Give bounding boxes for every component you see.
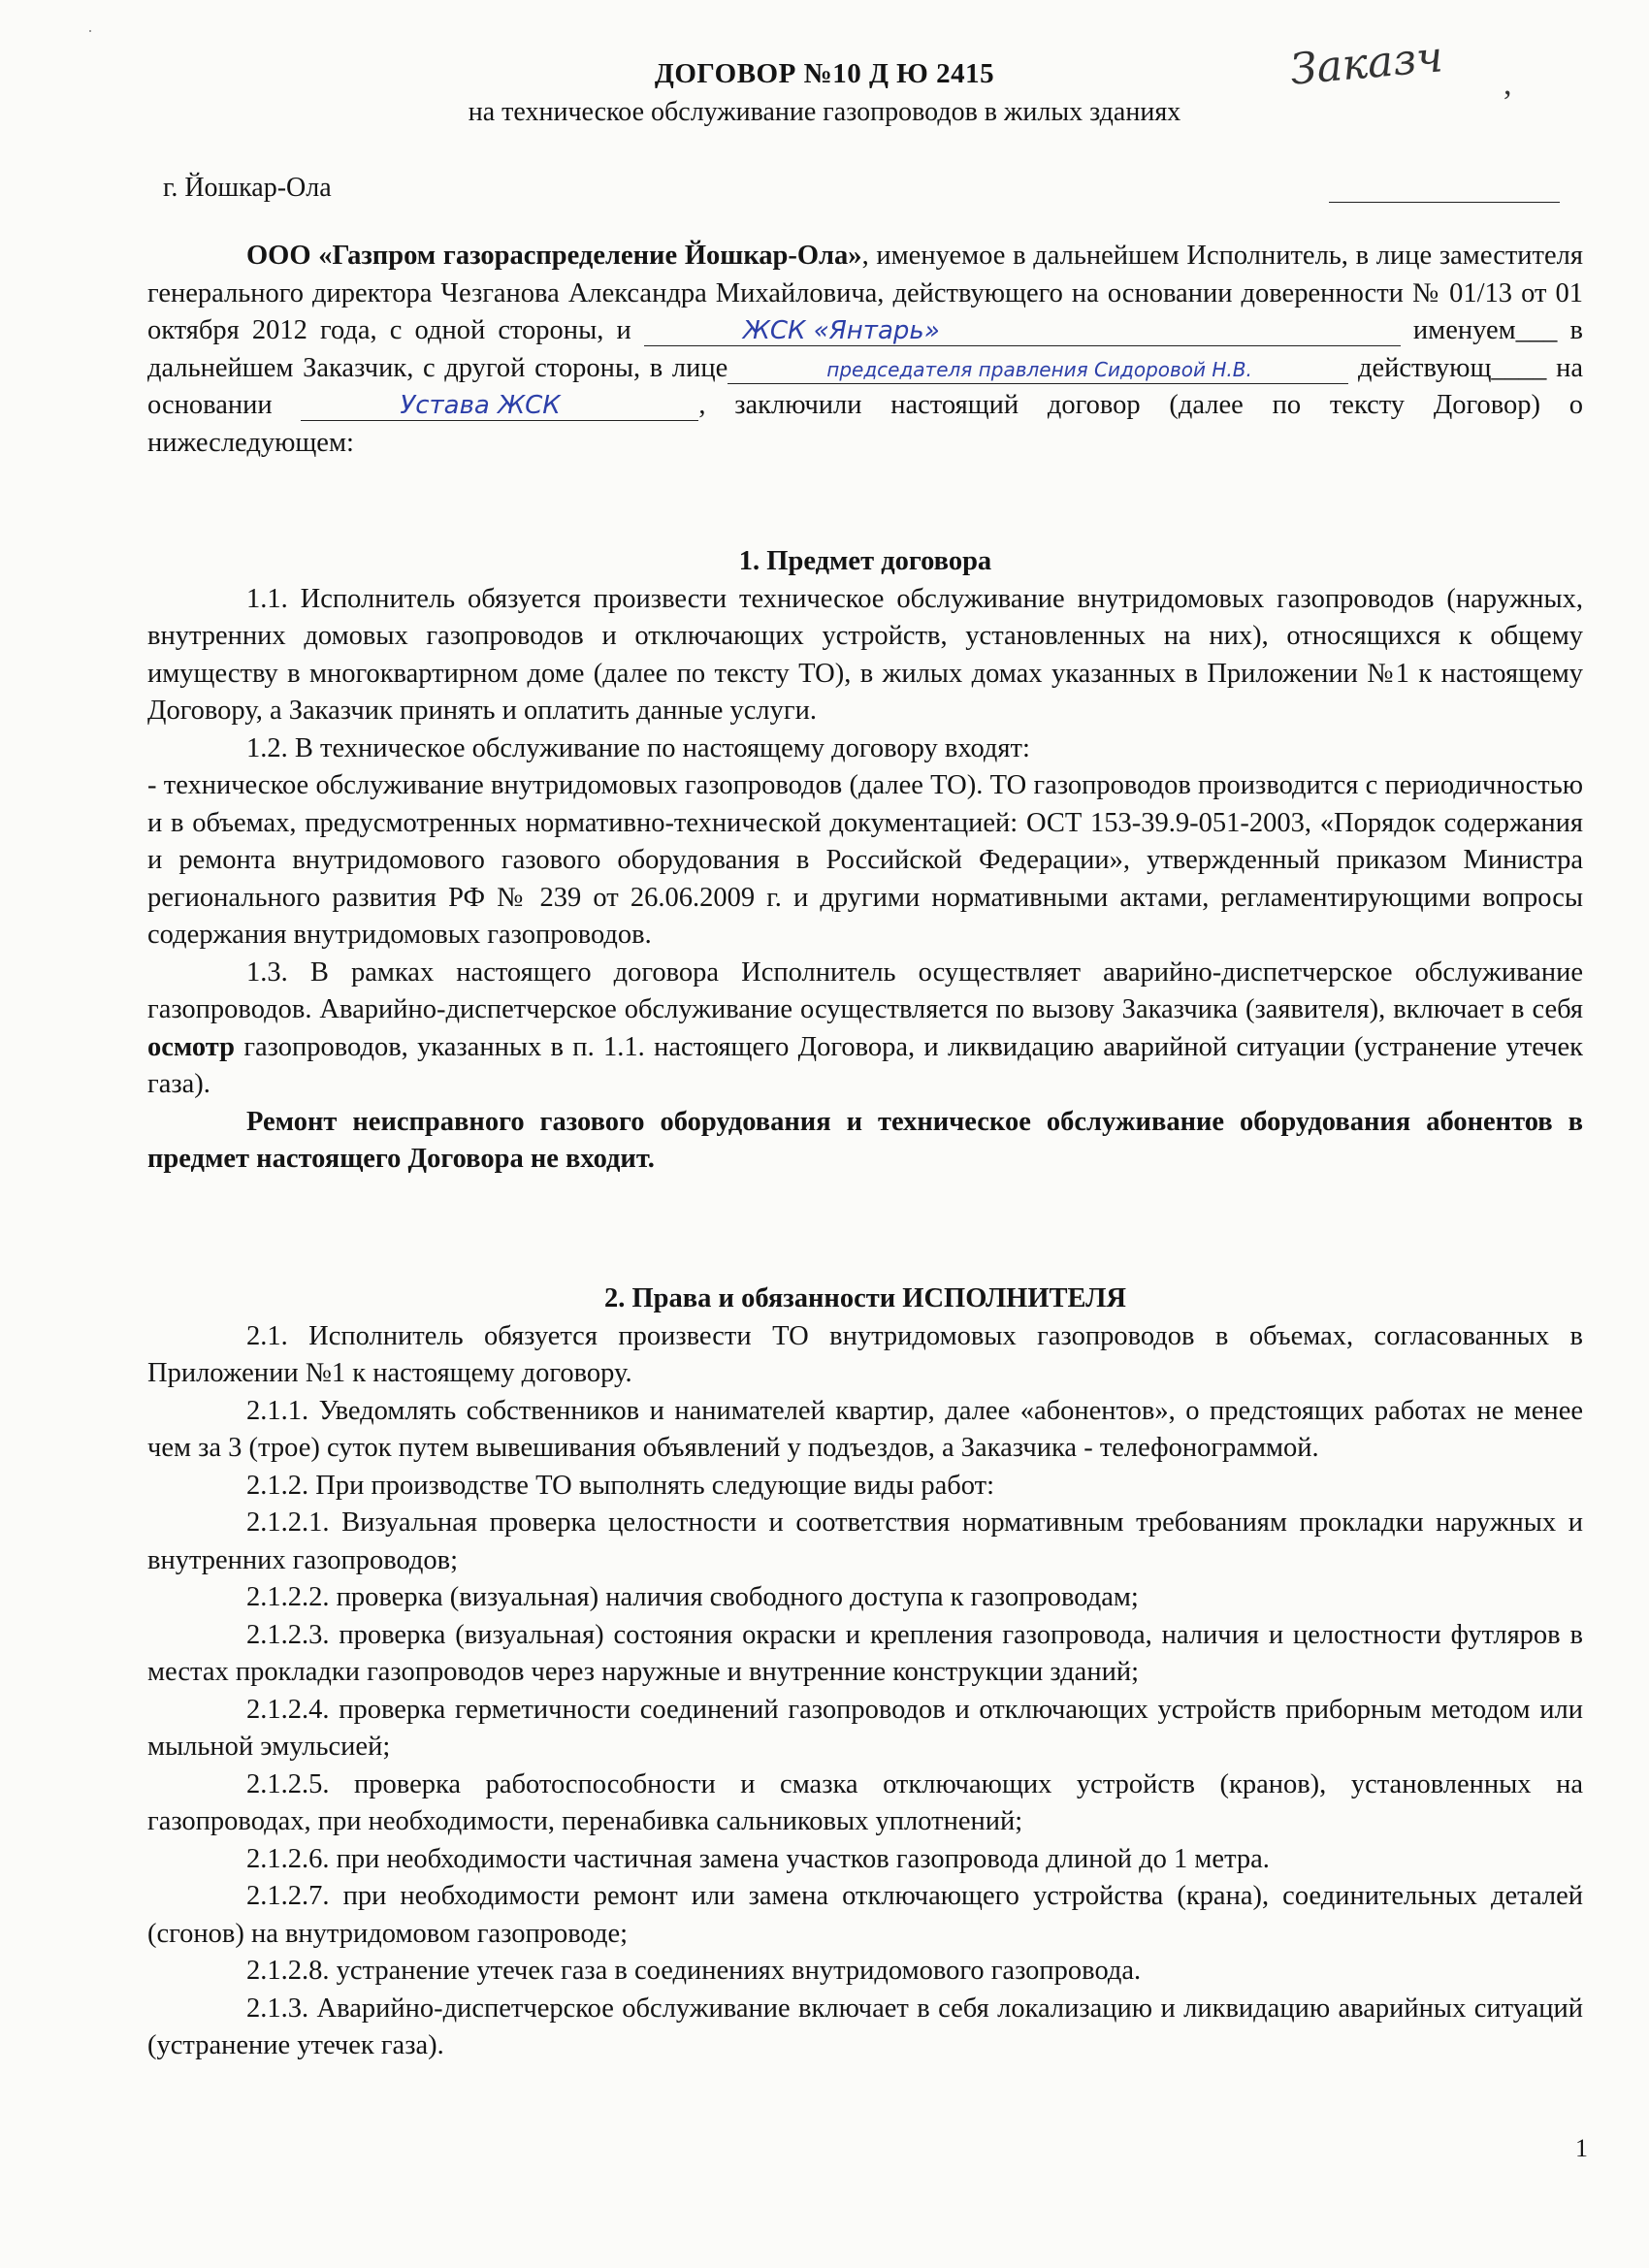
basis-handwritten: Устава ЖСК [400,391,561,420]
clause-2-1-1: 2.1.1. Уведомлять собственников и нанимателей квартир, далее «абонентов», о предстоящих работах не менее чем за 3 (трое) суток путем вывешивания объявлений у подъездов, а Заказчика - телефонограммой. [147,1395,1583,1463]
clause-1-3-bold: осмотр [147,1031,236,1062]
clause-2-1-2-6: 2.1.2.6. при необходимости частичная замена участков газопровода длиной до 1 метра. [246,1843,1270,1874]
scan-mark: · [87,21,93,41]
clause-2-1-2-4: 2.1.2.4. проверка герметичности соединений газопроводов и отключающих устройств приборным методом или мыльной эмульсией; [147,1694,1583,1762]
preamble-text-3: действующ____ на основании [147,352,1583,420]
org-name: ООО «Газпром газораспределение Йошкар-Ола» [246,241,862,271]
document-title: ДОГОВОР №10 Д Ю 2415 [654,58,995,89]
customer-handwritten: ЖСК «Янтарь» [742,316,940,345]
basis-field [301,391,698,421]
preamble-text-4: , заключили настоящий договор (далее по тексту Договор) о нижеследующем: [147,390,1583,458]
page-number: 1 [1575,2134,1588,2162]
section-1 [147,543,1583,1179]
preamble [147,238,1583,462]
clause-1-3-text-a: 1.3. В рамках настоящего договора Исполнитель осуществляет аварийно-диспетчерское обслуживание газопроводов. Аварийно-диспетчерское обслуживание осуществляется по вызову Заказчика (заявителя), включает в себя [147,956,1583,1024]
clause-2-1-2-3: 2.1.2.3. проверка (визуальная) состояния окраски и крепления газопровода, наличия и целостности футляров в местах прокладки газопроводов через наружные и внутренние конструкции зданий; [147,1619,1583,1687]
clause-2-1-2-7: 2.1.2.7. при необходимости ремонт или замена отключающего устройства (крана), соединительных деталей (сгонов) на внутридомовом газопроводе; [147,1881,1583,1949]
handwritten-comma: , [1504,66,1512,102]
clause-1-1: 1.1. Исполнитель обязуется произвести техническое обслуживание внутридомовых газопроводов (наружных, внутренних домовых газопроводов и отключающих устройств, установленных на них), относящихся к общему имуществу в многоквартирном доме (далее по тексту ТО), в жилых домах указанных в Приложении №1 к настоящему Договору, а Заказчик принять и оплатить данные услуги. [147,583,1583,726]
section-2 [147,1280,1583,2065]
clause-2-1-2-5: 2.1.2.5. проверка работоспособности и смазка отключающих устройств (кранов), установленных на газопроводах, при необходимости, перенабивка сальниковых уплотнений; [147,1768,1583,1836]
customer-name-field [644,316,1401,346]
clause-2-1: 2.1. Исполнитель обязуется произвести ТО внутридомовых газопроводов в объемах, согласованных в Приложении №1 к настоящему договору. [147,1320,1583,1388]
clause-2-1-2-2: 2.1.2.2. проверка (визуальная) наличия свободного доступа к газопроводам; [246,1582,1139,1612]
section-2-heading: 2. Права и обязанности ИСПОЛНИТЕЛЯ [604,1283,1126,1313]
representative-handwritten: председателя правления Сидоровой Н.В. [826,357,1252,381]
clause-1-3-text-b: газопроводов, указанных в п. 1.1. настоящего Договора, и ликвидацию аварийной ситуации (устранение утечек газа). [147,1031,1583,1099]
clause-2-1-2: 2.1.2. При производстве ТО выполнять следующие виды работ: [246,1470,995,1501]
clause-1-3 [147,955,1583,1104]
handwritten-note: Заказч [1288,32,1445,95]
preamble-text-2: именуем___ в дальнейшем Заказчик, с другой стороны, в лице [147,315,1583,383]
clause-1-2: 1.2. В техническое обслуживание по настоящему договору входят: [246,732,1030,763]
document-subtitle: на техническое обслуживание газопроводов в жилых зданиях [468,97,1181,127]
clause-2-1-3: 2.1.3. Аварийно-диспетчерское обслуживание включает в себя локализацию и ликвидацию аварийных ситуаций (устранение утечек газа). [147,1993,1583,2060]
scope-exclusion-note: Ремонт неисправного газового оборудования и техническое обслуживание оборудования абонентов в предмет настоящего Договора не входит. [147,1106,1583,1174]
representative-field [728,354,1348,384]
preamble-text-1: , именуемое в дальнейшем Исполнитель, в лице заместителя генерального директора Чезганова Александра Михайловича, действующего на основании доверенности № 01/13 от 01 октября 2012 года, с одной стороны, и [147,241,1583,345]
section-1-heading: 1. Предмет договора [738,546,992,576]
clause-2-1-2-1: 2.1.2.1. Визуальная проверка целостности и соответствия нормативным требованиям прокладки наружных и внутренних газопроводов; [147,1507,1583,1575]
clause-1-2-item: - техническое обслуживание внутридомовых газопроводов (далее ТО). ТО газопроводов производится с периодичностью и в объемах, предусмотренных нормативно-технической документацией: ОСТ 153-39.9-051-2003, «Порядок содержания и ремонта внутридомового газового оборудования в Российской Федерации», утвержденный приказом Министра регионального развития РФ № 239 от 26.06.2009 г. и другими нормативными актами, регламентирующими вопросы содержания внутридомовых газопроводов. [147,770,1583,950]
date-blank-line [1329,202,1560,203]
clause-2-1-2-8: 2.1.2.8. устранение утечек газа в соединениях внутридомового газопровода. [246,1956,1142,1986]
city-label: г. Йошкар-Ола [163,173,332,203]
